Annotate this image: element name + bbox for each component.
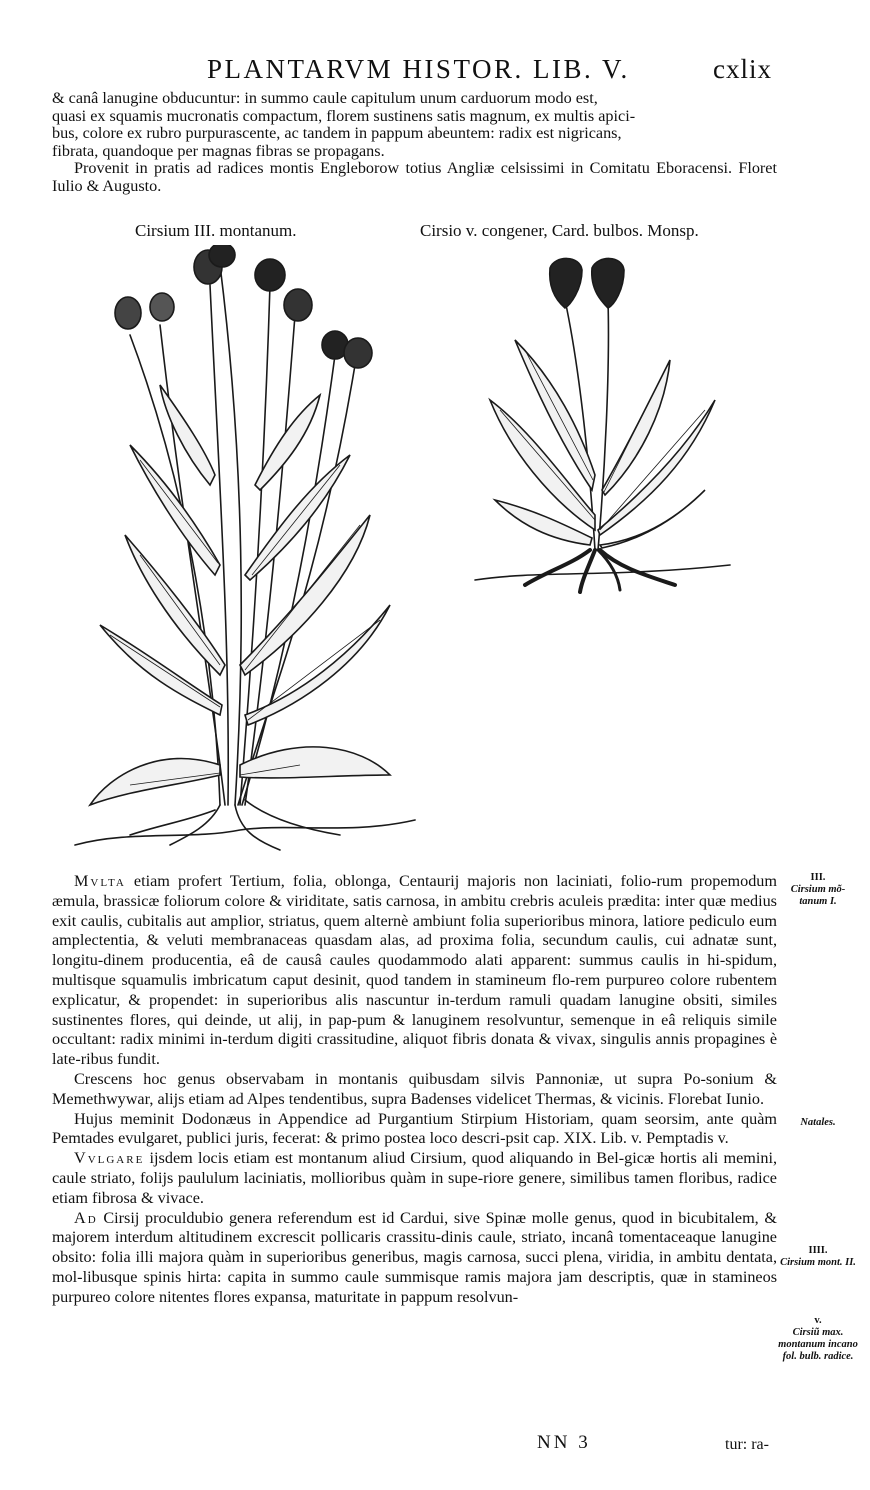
paragraph-natales: Crescens hoc genus observabam in montanis quibusdam silvis Pannoniæ, ut supra Po-sonium & Memethwywar, alijs etiam ad Alpes tendentibus, supra Badenses videlicet Thermas, & vicinis. Florebat Iunio.: [52, 1069, 777, 1108]
paragraph-ad-cirsij: [52, 1209, 777, 1308]
thistle-illustration-left: [70, 245, 425, 865]
text-line: bus, colore ex rubro purpurascente, ac tandem in pappum abeuntem: radix est nigricans,: [52, 124, 622, 143]
running-title: PLANTARVM HISTOR. LIB. V.: [207, 54, 630, 84]
running-head: [52, 54, 774, 88]
paragraph-vulgare: [52, 1149, 777, 1208]
margin-note-number: v.: [814, 1315, 822, 1326]
paragraph-body: ijsdem locis etiam est montanum aliud Cirsium, quod aliquando in Bel-gicæ hortis ali memini, caule striato, folijs paululum laciniatis, mollioribus quàm in supe-riore genere, similibus tamen floribus, radice etiam fibrosa & vivace.: [52, 1149, 777, 1207]
provenance-paragraph: Provenit in pratis ad radices montis Engleborow totius Angliæ celsissimi in Comitatu Eboracensi. Floret Iulio & Augusto.: [52, 159, 777, 195]
main-text-block: [52, 872, 777, 1308]
initial-word: Ad: [74, 1208, 98, 1227]
margin-note-cirsium-montanum-1: [778, 872, 858, 908]
text-line: quasi ex squamis mucronatis compactum, florem sustinens satis magnum, ex multis apici-: [52, 106, 636, 125]
margin-note-text: Cirsium mõ-tanum I.: [790, 884, 846, 907]
paragraph-body: etiam profert Tertium, folia, oblonga, Centaurij majoris non laciniati, folio-rum propemodum æmula, brassicæ foliorum colore & viriditate, satis carnosa, in ambitu crebris aculeis prædita: inter quæ medius exit caulis, cubitalis aut amplior, striatus, quem alternè ambiunt folia superioribus minora, latiore pediculo eum amplectentia, & veluti membranaceas quasdam alas, ad proxima folia, secundum caulis, cui adnatæ sunt, longitu-dinem producentia, eâ de causâ caules quodammodo alati apparent: summus caulis in hi-spidum, multisque squamulis imbricatum caput desinit, quod tandem in stamineum flo-rem purpureo colore rubentem explicatur, & propendet: in superioribus alis nascuntur in-terdum ramuli quadam lanugine obsiti, similes sustinentes flores, qui deinde, ut alij, in pap-pum & lanuginem resolvuntur, semenque in eâ reliquis simile occultant: radix minimi in-terdum digiti crassitudine, aliquot fibris donata & vivax, singulis annis propagines è late-ribus fundit.: [52, 872, 777, 1069]
woodcut-cirsio-congener: [470, 250, 735, 595]
paragraph-body: Cirsij proculdubio genera referendum est id Cardui, sive Spinæ molle genus, quod in bicubitalem, & majorem interdum altitudinem excrescit pollicaris crassitu-dinis caule, striato, incanâ tomentaceaque lanugine obsito: folia illi majora quàm in superioribus generibus, magis carnosa, succi plena, viridia, in ambitu dentata, mol-libusque spinis hirta: capita in summo caule summisque ramis majora jam descriptis, quæ in stamineos purpureo colore nitentes flores expansa, maturitate in pappum resolvun-: [52, 1208, 777, 1306]
margin-note-number: IIII.: [808, 1245, 828, 1256]
margin-note-cirsium-maximum: [778, 1315, 858, 1363]
thistle-illustration-right: [470, 250, 735, 595]
margin-note-cirsium-montanum-2: [778, 1245, 858, 1269]
figure-caption-left: Cirsium III. montanum.: [135, 221, 297, 240]
margin-note-text: Cirsium mont. II.: [780, 1257, 856, 1268]
figure-caption-right: Cirsio v. congener, Card. bulbos. Monsp.: [420, 221, 699, 240]
text-line: & canâ lanugine obducuntur: in summo caule capitulum unum carduorum modo est,: [52, 89, 598, 107]
initial-word: Vvlgare: [74, 1149, 145, 1168]
catchword: tur: ra-: [725, 1436, 769, 1453]
top-text-block: [52, 90, 777, 196]
margin-note-text: Cirsiũ max. montanum incano fol. bulb. radice.: [778, 1327, 858, 1362]
text-line: fibrata, quandoque per magnas fibras se propagans.: [52, 141, 385, 160]
woodcut-cirsium-montanum: [70, 245, 425, 865]
paragraph-tertium: [52, 872, 777, 1070]
margin-note-number: III.: [810, 872, 826, 883]
margin-note-text: Natales.: [800, 1117, 836, 1128]
margin-note-natales: [778, 1117, 858, 1129]
folio-number: cxlix: [713, 54, 772, 84]
signature-mark: NN 3: [537, 1432, 591, 1453]
initial-word: Mvlta: [74, 872, 126, 890]
paragraph-dodonaeus: Hujus meminit Dodonæus in Appendice ad Purgantium Stirpium Historiam, quam seorsim, ante quàm Pemtades evulgaret, publici juris, fecerat: & primo postea loco descri-psit cap. XIX. Lib. v. Pemptadis v.: [52, 1109, 777, 1148]
